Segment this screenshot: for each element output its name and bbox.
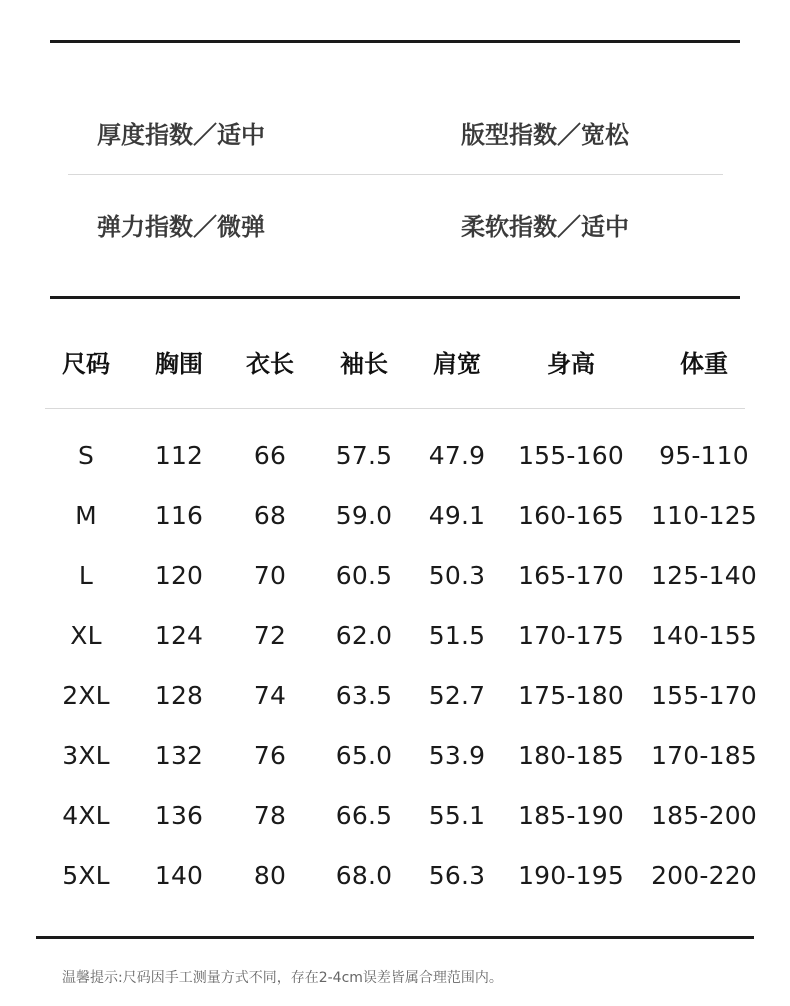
cell-size: 3XL [62, 741, 110, 770]
cell-height: 185-190 [518, 801, 624, 830]
cell-shoulder: 50.3 [428, 561, 486, 590]
cell-chest: 112 [154, 441, 204, 470]
measurement-note: 温馨提示:尺码因手工测量方式不同，存在2-4cm误差皆属合理范围内。 [62, 970, 503, 986]
cell-chest: 116 [154, 501, 204, 530]
cell-weight: 95-110 [659, 441, 749, 470]
cell-sleeve: 63.5 [335, 681, 393, 710]
cell-length: 68 [253, 501, 287, 530]
cell-sleeve: 59.0 [335, 501, 393, 530]
header-divider [45, 408, 745, 409]
cell-chest: 140 [154, 861, 204, 890]
cell-sleeve: 60.5 [335, 561, 393, 590]
cell-size: L [78, 561, 94, 590]
table-top-divider [50, 296, 740, 299]
cell-size: XL [70, 621, 102, 650]
cell-height: 165-170 [518, 561, 624, 590]
cell-height: 180-185 [518, 741, 624, 770]
cell-chest: 128 [154, 681, 204, 710]
cell-shoulder: 51.5 [428, 621, 486, 650]
cell-height: 160-165 [518, 501, 624, 530]
header-size: 尺码 [62, 350, 110, 378]
cell-chest: 124 [154, 621, 204, 650]
cell-chest: 132 [154, 741, 204, 770]
cell-shoulder: 55.1 [428, 801, 486, 830]
cell-shoulder: 53.9 [428, 741, 486, 770]
softness-index: 柔软指数／适中 [461, 213, 629, 241]
cell-weight: 185-200 [651, 801, 757, 830]
cell-shoulder: 47.9 [428, 441, 486, 470]
cell-sleeve: 57.5 [335, 441, 393, 470]
cell-size: 4XL [62, 801, 110, 830]
cell-weight: 125-140 [651, 561, 757, 590]
header-sleeve: 袖长 [340, 350, 388, 378]
cell-shoulder: 52.7 [428, 681, 486, 710]
cell-sleeve: 65.0 [335, 741, 393, 770]
header-weight: 体重 [680, 350, 728, 378]
cell-weight: 200-220 [651, 861, 757, 890]
cell-sleeve: 66.5 [335, 801, 393, 830]
cell-weight: 140-155 [651, 621, 757, 650]
cell-size: M [75, 501, 97, 530]
bottom-divider [36, 936, 754, 939]
cell-height: 155-160 [518, 441, 624, 470]
cell-length: 78 [253, 801, 287, 830]
cell-sleeve: 62.0 [335, 621, 393, 650]
cell-length: 72 [253, 621, 287, 650]
cell-size: S [77, 441, 95, 470]
cell-size: 5XL [62, 861, 110, 890]
cell-size: 2XL [62, 681, 110, 710]
elasticity-index: 弹力指数／微弹 [97, 213, 265, 241]
cell-height: 190-195 [518, 861, 624, 890]
cell-height: 175-180 [518, 681, 624, 710]
cell-chest: 120 [154, 561, 204, 590]
cell-shoulder: 56.3 [428, 861, 486, 890]
header-shoulder: 肩宽 [433, 350, 481, 378]
cell-weight: 155-170 [651, 681, 757, 710]
cell-length: 80 [253, 861, 287, 890]
cell-weight: 170-185 [651, 741, 757, 770]
cell-length: 70 [253, 561, 287, 590]
cell-length: 66 [253, 441, 287, 470]
cell-sleeve: 68.0 [335, 861, 393, 890]
thickness-index: 厚度指数／适中 [97, 121, 265, 149]
index-divider [68, 174, 723, 175]
cell-length: 76 [253, 741, 287, 770]
cell-chest: 136 [154, 801, 204, 830]
fit-index: 版型指数／宽松 [461, 121, 629, 149]
top-divider [50, 40, 740, 43]
cell-length: 74 [253, 681, 287, 710]
cell-weight: 110-125 [651, 501, 757, 530]
header-height: 身高 [547, 350, 595, 378]
cell-shoulder: 49.1 [428, 501, 486, 530]
header-length: 衣长 [246, 350, 294, 378]
header-chest: 胸围 [155, 350, 203, 378]
cell-height: 170-175 [518, 621, 624, 650]
